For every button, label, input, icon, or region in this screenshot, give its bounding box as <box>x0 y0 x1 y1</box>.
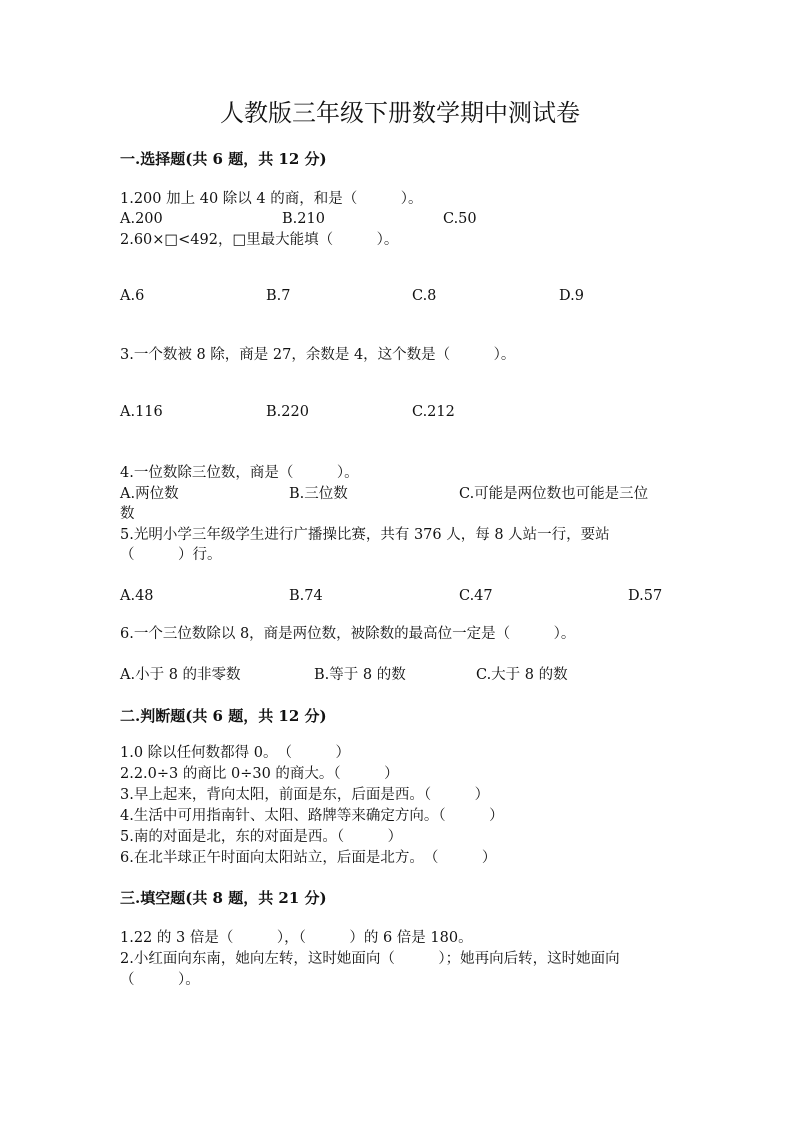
option: A.小于 8 的非零数 <box>120 667 241 683</box>
section-heading-judgement: 二.判断题(共 6 题，共 12 分) <box>120 707 327 725</box>
option: A.两位数 <box>120 486 179 502</box>
question-stem: 3.一个数被 8 除，商是 27，余数是 4，这个数是（ ）。 <box>120 347 516 363</box>
option: B.220 <box>266 404 309 420</box>
question-stem: 4.一位数除三位数，商是（ ）。 <box>120 465 359 481</box>
judgement-item: 2.2.0÷3 的商比 0÷30 的商大。（ ） <box>120 766 399 782</box>
option-continuation: 数 <box>120 506 135 522</box>
option: C.47 <box>459 588 493 604</box>
option: B.7 <box>266 288 291 304</box>
option: C.大于 8 的数 <box>476 667 568 683</box>
option: B.210 <box>282 211 325 227</box>
option: C.50 <box>443 211 477 227</box>
question-stem: 6.一个三位数除以 8，商是两位数，被除数的最高位一定是（ ）。 <box>120 626 576 642</box>
section-heading-choice: 一.选择题(共 6 题，共 12 分) <box>120 150 327 168</box>
option: A.6 <box>120 288 145 304</box>
judgement-item: 4.生活中可用指南针、太阳、路牌等来确定方向。（ ） <box>120 808 504 824</box>
question-stem: 1.200 加上 40 除以 4 的商，和是（ ）。 <box>120 191 423 207</box>
question-stem: 5.光明小学三年级学生进行广播操比赛，共有 376 人，每 8 人站一行，要站 <box>120 527 610 543</box>
judgement-item: 5.南的对面是北，东的对面是西。（ ） <box>120 829 403 845</box>
fill-in-item: 1.22 的 3 倍是（ ），（ ）的 6 倍是 180。 <box>120 930 473 946</box>
option: B.74 <box>289 588 323 604</box>
option: A.116 <box>120 404 163 420</box>
option: C.212 <box>412 404 455 420</box>
judgement-item: 3.早上起来，背向太阳，前面是东，后面是西。（ ） <box>120 787 490 803</box>
question-stem-continuation: （ ）行。 <box>120 547 222 563</box>
judgement-item: 1.0 除以任何数都得 0。 （ ） <box>120 745 351 761</box>
fill-in-item: 2.小红面向东南，她向左转，这时她面向（ ）；她再向后转，这时她面向 <box>120 951 620 967</box>
option: B.等于 8 的数 <box>314 667 406 683</box>
question-stem: 2.60×□<492，□里最大能填（ ）。 <box>120 232 399 248</box>
option: A.200 <box>120 211 163 227</box>
page-title: 人教版三年级下册数学期中测试卷 <box>220 99 580 127</box>
option: A.48 <box>120 588 154 604</box>
option: D.9 <box>559 288 584 304</box>
option: C.8 <box>412 288 437 304</box>
option: D.57 <box>628 588 663 604</box>
judgement-item: 6.在北半球正午时面向太阳站立，后面是北方。 （ ） <box>120 850 497 866</box>
section-heading-fill-in: 三.填空题(共 8 题，共 21 分) <box>120 889 327 907</box>
option: B.三位数 <box>289 486 348 502</box>
option: C.可能是两位数也可能是三位 <box>459 486 649 502</box>
fill-in-item-continuation: （ ）。 <box>120 972 200 988</box>
